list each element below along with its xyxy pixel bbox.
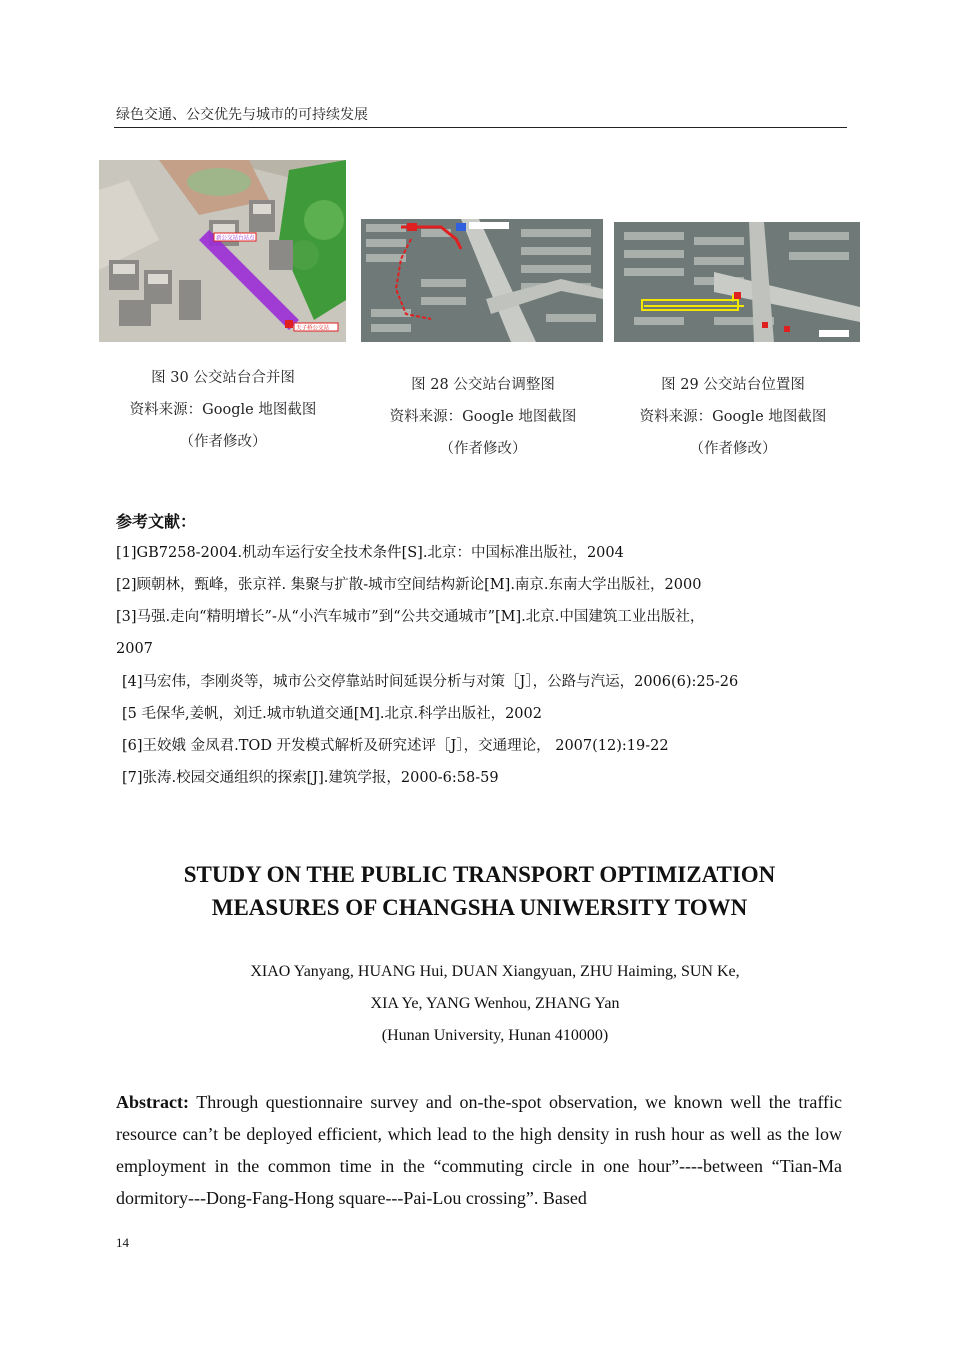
reference-item-continuation: 2007 (116, 641, 153, 657)
reference-item: [6]王姣娥 金凤君.TOD 开发模式解析及研究述评［J］，交通理论， 2007(12):19-22 (122, 738, 669, 754)
figure-30-image (99, 160, 346, 342)
authors-line-2: XIA Ye, YANG Wenhou, ZHANG Yan (370, 995, 620, 1012)
abstract-text: Through questionnaire survey and on-the-spot observation, we known well the traffic resource can’t be deployed efficient, which lead to the high density in rush hour as well as the low employment in the common time in the “commuting circle in one hour”----between “Tian-Ma dormitory---Dong-Fang-Hong square---Pai-Lou crossing”. Based (116, 1092, 842, 1208)
figure-29-caption (618, 369, 848, 465)
figure-28-title: 图 28 公交站台调整图 (411, 377, 555, 393)
figure-30-note: （作者修改） (179, 434, 267, 450)
figure-28-caption (368, 369, 598, 465)
paper-title (100, 858, 859, 924)
figure-29-title: 图 29 公交站台位置图 (661, 377, 805, 393)
figure-29-image (614, 222, 860, 342)
running-header: 绿色交通、公交优先与城市的可持续发展 (116, 107, 368, 123)
figure-30-title: 图 30 公交站台合并图 (151, 370, 295, 386)
abstract (116, 1086, 842, 1214)
figure-28-image (361, 219, 603, 342)
header-rule (114, 127, 847, 128)
reference-item: [7]张涛.校园交通组织的探索[J].建筑学报，2000-6:58-59 (122, 770, 499, 786)
figure-29-note: （作者修改） (689, 441, 777, 457)
figure-30-source: 资料来源：Google 地图截图 (129, 402, 317, 418)
reference-item: [2]顾朝林，甄峰，张京祥. 集聚与扩散-城市空间结构新论[M].南京.东南大学出版社，2000 (116, 577, 702, 593)
paper-title-line-2: MEASURES OF CHANGSHA UNIWERSITY TOWN (211, 895, 748, 920)
reference-item: [5 毛保华,姜帆，刘迁.城市轨道交通[M].北京.科学出版社，2002 (122, 706, 542, 722)
reference-item: [4]马宏伟，李刚炎等，城市公交停靠站时间延误分析与对策［J］，公路与汽运，2006(6):25-26 (122, 674, 739, 690)
authors-line-1: XIAO Yanyang, HUANG Hui, DUAN Xiangyuan, ZHU Haiming, SUN Ke, (250, 963, 740, 980)
figure-30-caption (108, 362, 338, 458)
abstract-label: Abstract: (116, 1092, 189, 1112)
paper-title-line-1: STUDY ON THE PUBLIC TRANSPORT OPTIMIZATION (183, 862, 776, 887)
references-heading: 参考文献： (116, 512, 197, 531)
figure-30-label-old-stop: 天子桥公交站 (296, 325, 330, 332)
figure-29-source: 资料来源：Google 地图截图 (639, 409, 827, 425)
reference-item: [3]马强.走向“精明增长”-从“小汽车城市”到“公共交通城市”[M].北京.中国建筑工业出版社， (116, 609, 705, 625)
reference-item: [1]GB7258-2004.机动车运行安全技术条件[S].北京：中国标准出版社，2004 (116, 545, 624, 561)
affiliation: (Hunan University, Hunan 410000) (381, 1027, 609, 1044)
figure-28-note: （作者修改） (439, 441, 527, 457)
figure-28-source: 资料来源：Google 地图截图 (389, 409, 577, 425)
figure-30-label-new-stop: 新公交站台站点 (216, 235, 255, 242)
page-number: 14 (116, 1235, 129, 1250)
